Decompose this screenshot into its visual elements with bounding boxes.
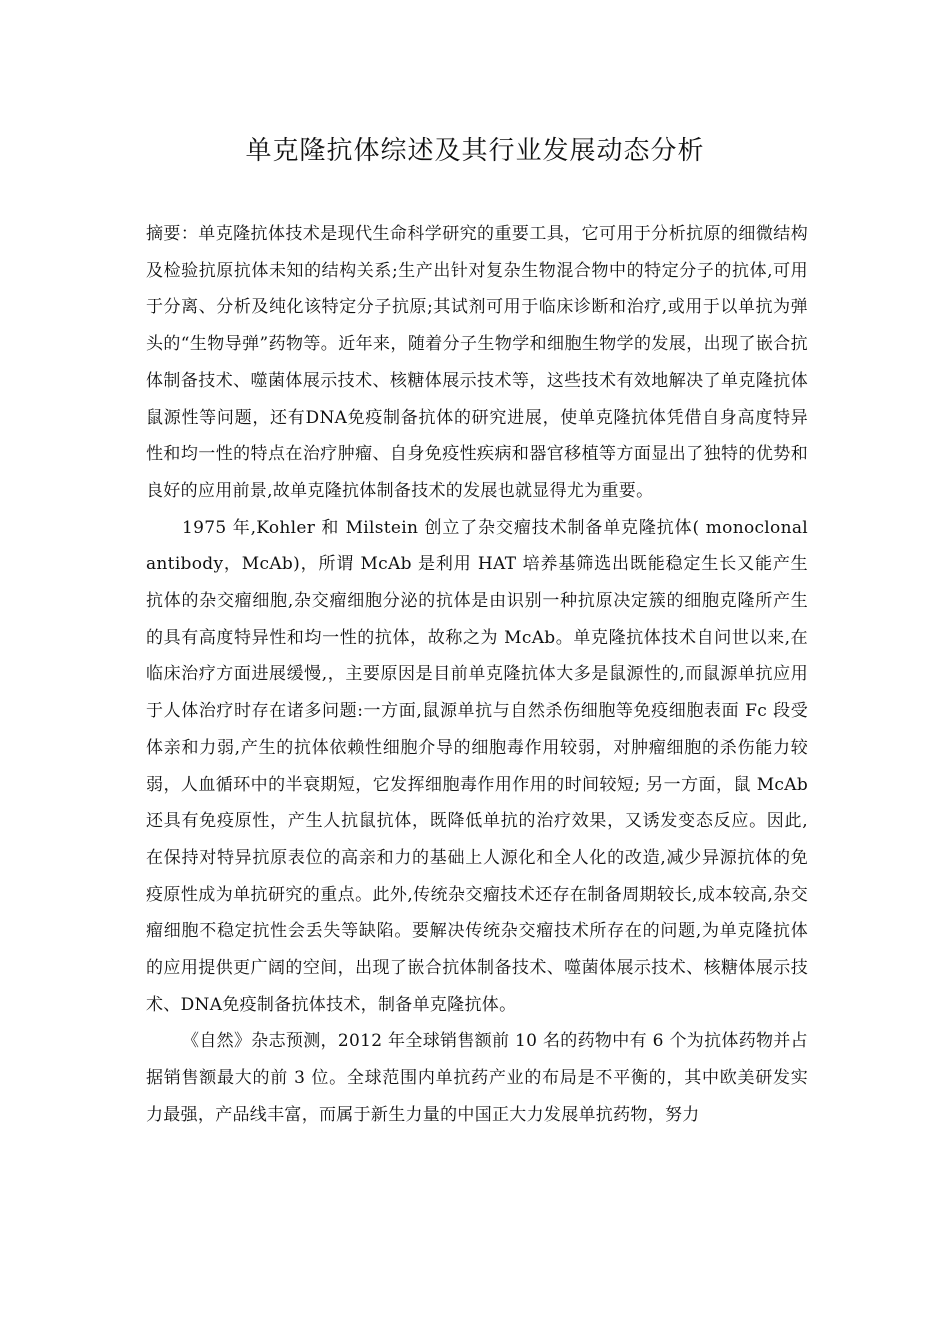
document-title: 单克隆抗体综述及其行业发展动态分析 [245, 136, 705, 166]
body-paragraph-market: 《自然》杂志预测，2012 年全球销售额前 10 名的药物中有 6 个为抗体药物并占据销售额最大的前 3 位。全球范围内单抗药产业的布局是不平衡的，其中欧美研发实力最强，产品线丰富，而属于新生力量的中国正大力发展单抗药物，努力 [146, 1031, 808, 1125]
body-paragraph-hybridoma: 1975 年,Kohler 和 Milstein 创立了杂交瘤技术制备单克隆抗体( monoclonal antibody，McAb)，所谓 McAb 是利用 HAT 培养基筛选出既能稳定生长又能产生抗体的杂交瘤细胞,杂交瘤细胞分泌的抗体是由识别一种抗原决定簇的细胞克隆所产生的具有高度特异性和均一性的抗体，故称之为 McAb。单克隆抗体技术自问世以来,在临床治疗方面进展缓慢,，主要原因是目前单克隆抗体大多是鼠源性的,而鼠源单抗应用于人体治疗时存在诸多问题:一方面,鼠源单抗与自然杀伤细胞等免疫细胞表面 Fc 段受体亲和力弱,产生的抗体依赖性细胞介导的细胞毒作用较弱，对肿瘤细胞的杀伤能力较弱，人血循环中的半衰期短，它发挥细胞毒作用作用的时间较短; 另一方面，鼠 McAb 还具有免疫原性，产生人抗鼠抗体，既降低单抗的治疗效果，又诱发变态反应。因此,在保持对特异抗原表位的高亲和力的基础上人源化和全人化的改造,减少异源抗体的免疫原性成为单抗研究的重点。此外,传统杂交瘤技术还存在制备周期较长,成本较高,杂交瘤细胞不稳定抗性会丢失等缺陷。要解决传统杂交瘤技术所存在的问题,为单克隆抗体的应用提供更广阔的空间，出现了嵌合抗体制备技术、噬菌体展示技术、核糖体展示技术、DNA免疫制备抗体技术，制备单克隆抗体。 [146, 517, 808, 1015]
abstract-paragraph: 摘要：单克隆抗体技术是现代生命科学研究的重要工具，它可用于分析抗原的细微结构及检验抗原抗体未知的结构关系;生产出针对复杂生物混合物中的特定分子的抗体,可用于分离、分析及纯化该特定分子抗原;其试剂可用于临床诊断和治疗,或用于以单抗为弹头的“生物导弹”药物等。近年来，随着分子生物学和细胞生物学的发展，出现了嵌合抗体制备技术、噬菌体展示技术、核糖体展示技术等，这些技术有效地解决了单克隆抗体鼠源性等问题，还有DNA免疫制备抗体的研究进展，使单克隆抗体凭借自身高度特异性和均一性的特点在治疗肿瘤、自身免疫性疾病和器官移植等方面显出了独特的优势和良好的应用前景,故单克隆抗体制备技术的发展也就显得尤为重要。 [146, 224, 808, 501]
document-body [146, 216, 808, 1134]
